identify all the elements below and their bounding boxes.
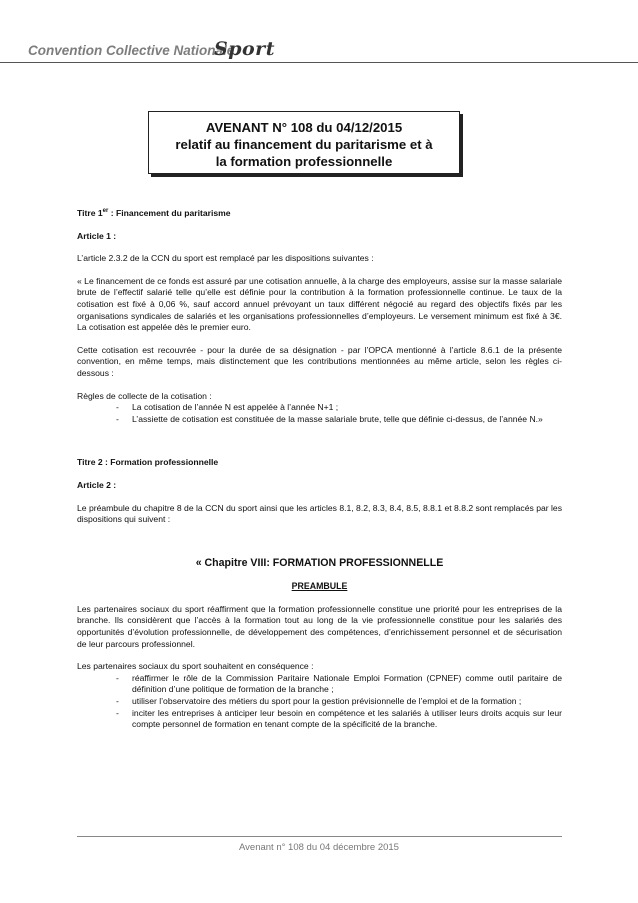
list-item: - utiliser l’observatoire des métiers du sport pour la gestion prévisionnelle de l’emploi et de la formation ;	[116, 696, 522, 707]
title-line-2: relatif au financement du paritarisme et à	[175, 137, 433, 152]
page-header	[0, 40, 638, 64]
avenant-title-box	[148, 111, 460, 174]
footer-divider	[77, 836, 562, 837]
titre-2-heading: Titre 2 : Formation professionnelle	[77, 457, 219, 468]
footer-text: Avenant n° 108 du 04 décembre 2015	[239, 842, 399, 853]
header-divider	[0, 62, 638, 63]
list-item: - La cotisation de l’année N est appelée à l’année N+1 ;	[116, 402, 339, 413]
chapter-title: « Chapitre VIII: FORMATION PROFESSIONNELLE	[195, 556, 444, 569]
rules-list	[77, 402, 562, 425]
article-1-heading: Article 1 :	[77, 230, 117, 241]
list-item: - L’assiette de cotisation est constituée de la masse salariale brute, telle que définie ci-dessus, de l’année N.»	[116, 413, 543, 424]
document-body	[77, 208, 562, 731]
titre-1-heading: Titre 1er : Financement du paritarisme	[77, 208, 231, 218]
header-brand-logo: Sport	[214, 38, 275, 60]
article-2-heading: Article 2 :	[77, 479, 117, 490]
article-2-paragraph: Le préambule du chapitre 8 de la CCN du sport ainsi que les articles 8.1, 8.2, 8.3, 8.4, 8.5, 8.8.1 et 8.8.2 sont remplacés par les dispositions qui suivent :	[77, 502, 562, 525]
objectives-list	[77, 673, 562, 731]
article-1-intro: L’article 2.3.2 de la CCN du sport est remplacé par les dispositions suivantes :	[77, 253, 374, 264]
preamble-paragraph-1: Les partenaires sociaux du sport réaffirment que la formation professionnelle constitue une priorité pour les entreprises de la branche. Ils considèrent que l’accès à la formation tout au long de la vie professionnelle constitue pour les salariés des opportunités d’évolution professionnelle, de développement des compétences, d’enrichissement personnel et de sécurisation de leur parcours professionnel.	[77, 603, 562, 649]
preamble-heading: PREAMBULE	[291, 581, 348, 592]
list-item: - inciter les entreprises à anticiper leur besoin en compétence et les salariés à utiliser leurs droits acquis sur leur compte personnel de formation en tenant compte de la spécificité de la branche.	[116, 707, 562, 730]
title-line-1: AVENANT N° 108 du 04/12/2015	[205, 120, 403, 135]
rules-label: Règles de collecte de la cotisation :	[77, 390, 212, 401]
article-1-paragraph-1: « Le financement de ce fonds est assuré par une cotisation annuelle, à la charge des employeurs, assise sur la masse salariale brute de l’effectif salarié telle qu’elle est définie pour la contribution à la formation professionnelle continue. Le taux de la cotisation est fixé à 0,06 %, sauf accord annuel prévoyant un taux différent négocié au regard des objectifs fixés par les organisations syndicales de salariés et les organisations professionnelles d’employeurs. Le versement minimum est fixé à 3€. La cotisation est appelée dès le premier euro.	[77, 275, 562, 333]
title-line-3: la formation professionnelle	[215, 154, 393, 169]
list-item: - réaffirmer le rôle de la Commission Paritaire Nationale Emploi Formation (CPNEF) comme outil paritaire de définition d’une politique de formation de la branche ;	[116, 672, 562, 695]
article-1-paragraph-2: Cette cotisation est recouvrée - pour la durée de sa désignation - par l’OPCA mentionné à l’article 8.6.1 de la présente convention, en même temps, mais distinctement que les contributions mentionnées au même article, selon les règles ci-dessous :	[77, 344, 562, 378]
preamble-paragraph-2: Les partenaires sociaux du sport souhaitent en conséquence :	[77, 661, 314, 672]
header-title: Convention Collective Nationale	[28, 43, 235, 58]
